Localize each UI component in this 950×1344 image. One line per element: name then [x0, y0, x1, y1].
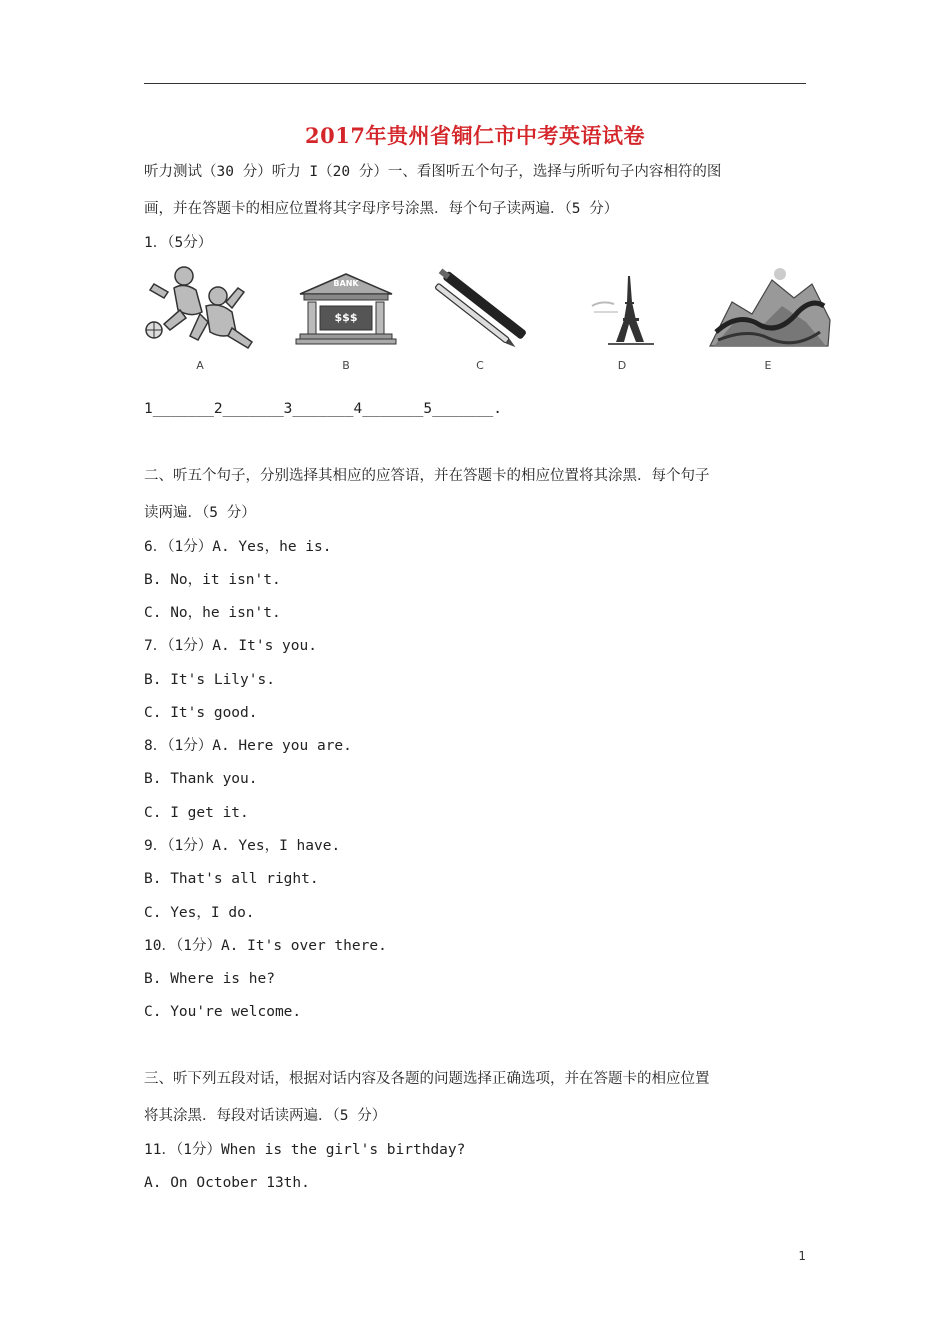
option-6c: C. No，he isn't. — [144, 605, 281, 621]
option-11a: A. On October 13th. — [144, 1175, 310, 1191]
eiffel-tower-icon — [562, 262, 682, 354]
option-9c: C. Yes，I do. — [144, 905, 255, 921]
figure-d-label: D — [617, 359, 627, 372]
question-8: 8．（1分）A. Here you are. — [144, 738, 352, 754]
question-10: 10．（1分）A. It's over there. — [144, 938, 387, 954]
figure-c-label: C — [476, 359, 484, 372]
question-6: 6．（1分）A. Yes，he is. — [144, 539, 332, 555]
figure-b — [286, 262, 406, 374]
section1-intro-line1: 听力测试（30 分）听力 I（20 分）一、看图听五个句子，选择与所听句子内容相符的图 — [144, 164, 722, 180]
pen-icon — [420, 262, 540, 354]
section3-intro-line2: 将其涂黑．每段对话读两遍．（5 分） — [144, 1108, 387, 1124]
basketball-players-icon — [140, 262, 260, 354]
header-rule — [144, 83, 806, 84]
section1-intro-line2: 画，并在答题卡的相应位置将其字母序号涂黑．每个句子读两遍．（5 分） — [144, 201, 619, 217]
option-7b: B. It's Lily's. — [144, 672, 275, 688]
option-7c: C. It's good. — [144, 705, 258, 721]
great-wall-icon — [708, 262, 832, 354]
figure-d — [562, 262, 682, 374]
figure-a — [140, 262, 260, 374]
option-10c: C. You're welcome. — [144, 1004, 302, 1020]
section2-intro-line1: 二、听五个句子，分别选择其相应的应答语，并在答题卡的相应位置将其涂黑．每个句子 — [144, 468, 710, 484]
question-1-label: 1．（5分） — [144, 235, 213, 251]
answer-blanks: 1_______2_______3_______4_______5_______. — [144, 401, 502, 417]
figure-e — [708, 262, 828, 374]
option-8b: B. Thank you. — [144, 771, 258, 787]
bank-money-text: $$$ — [334, 311, 358, 324]
option-8c: C. I get it. — [144, 805, 249, 821]
question-9: 9．（1分）A. Yes，I have. — [144, 838, 341, 854]
page-number: 1 — [798, 1249, 806, 1263]
option-6b: B. No，it isn't. — [144, 572, 281, 588]
exam-title: 2017年贵州省铜仁市中考英语试卷 — [305, 123, 645, 148]
option-9b: B. That's all right. — [144, 871, 319, 887]
picture-options — [140, 262, 840, 374]
option-10b: B. Where is he? — [144, 971, 275, 987]
section2-intro-line2: 读两遍．（5 分） — [144, 505, 256, 521]
figure-e-label: E — [764, 359, 772, 372]
question-7: 7．（1分）A. It's you. — [144, 638, 317, 654]
bank-building-icon — [286, 262, 406, 354]
figure-b-label: B — [342, 359, 350, 372]
bank-sign-text: BANK — [333, 279, 359, 288]
question-11: 11．（1分）When is the girl's birthday? — [144, 1142, 466, 1158]
section3-intro-line1: 三、听下列五段对话，根据对话内容及各题的问题选择正确选项，并在答题卡的相应位置 — [144, 1071, 710, 1087]
figure-c — [420, 262, 540, 374]
figure-a-label: A — [196, 359, 204, 372]
